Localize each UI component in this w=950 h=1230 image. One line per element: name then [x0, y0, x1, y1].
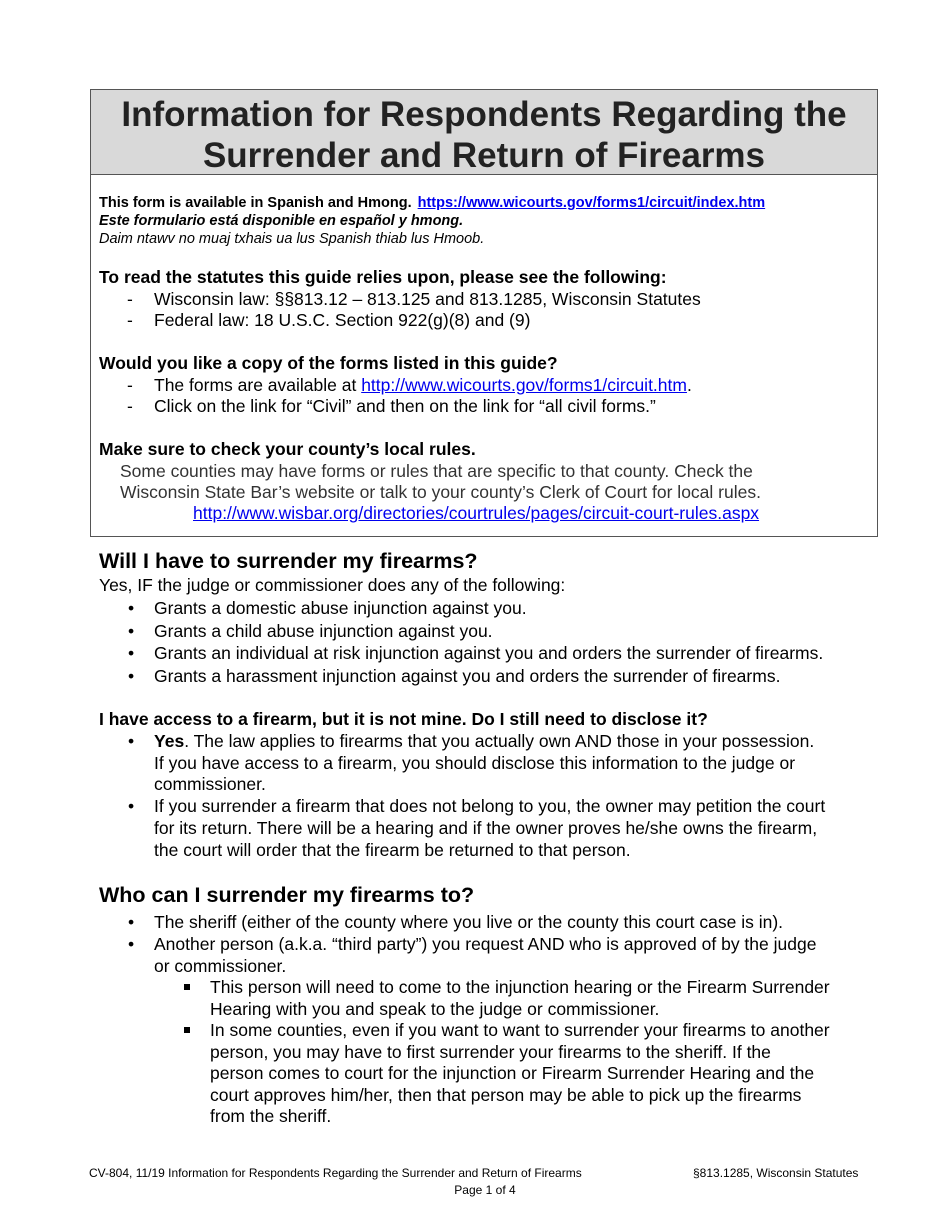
surrender-item: Grants an individual at risk injunction against you and orders the surrender of firearms.: [154, 643, 824, 663]
access-bullet-1-line-1: [154, 731, 814, 752]
local-rules-line-2: Wisconsin State Bar’s website or talk to your county’s Clerk of Court for local rules.: [120, 482, 761, 502]
who-bullet-2-line-1: Another person (a.k.a. “third party”) you request AND who is approved of by the judge: [154, 934, 817, 954]
bullet-dot: •: [128, 666, 135, 686]
who-sub-2-line-1: In some counties, even if you want to want to surrender your firearms to another: [210, 1020, 830, 1040]
circuit-forms-link[interactable]: http://www.wicourts.gov/forms1/circuit.htm: [361, 375, 687, 395]
forms-item-1-period: .: [686, 375, 692, 395]
statutes-heading: To read the statutes this guide relies upon, please see the following:: [99, 267, 667, 287]
access-bullet-1-line-2: If you have access to a firearm, you should disclose this information to the judge or: [154, 753, 796, 773]
access-bullet-2-line-1: If you surrender a firearm that does not belong to you, the owner may petition the court: [154, 796, 826, 816]
access-heading: I have access to a firearm, but it is not mine. Do I still need to disclose it?: [99, 709, 708, 729]
forms-item-1: [154, 375, 692, 396]
local-rules-heading: Make sure to check your county’s local rules.: [99, 439, 476, 459]
who-sub-2-line-2: person, you may have to first surrender your firearms to the sheriff. If the: [210, 1042, 771, 1062]
forms-item-1-text: The forms are available at: [154, 375, 362, 395]
bullet-dot: •: [128, 934, 135, 954]
title-line-2: Surrender and Return of Firearms: [202, 136, 766, 175]
who-bullet-2-line-2: or commissioner.: [154, 956, 287, 976]
forms-index-link[interactable]: https://www.wicourts.gov/forms1/circuit/index.htm: [417, 195, 766, 211]
who-sub-2-line-3: person comes to court for the injunction or Firearm Surrender Hearing and the: [210, 1063, 815, 1083]
who-sub-2-line-5: from the sheriff.: [210, 1106, 332, 1126]
who-sub-1-line-2: Hearing with you and speak to the judge or commissioner.: [210, 999, 660, 1019]
hmong-note: Daim ntawv no muaj txhais ua lus Spanish thiab lus Hmoob.: [99, 231, 485, 247]
dash-marker: -: [127, 289, 133, 309]
who-sub-1-line-1: This person will need to come to the injunction hearing or the Firearm Surrender: [210, 977, 830, 997]
bullet-dot: •: [128, 643, 135, 663]
who-heading: Who can I surrender my firearms to?: [99, 883, 475, 907]
access-bullet-2-line-2: for its return. There will be a hearing and if the owner proves he/she owns the firearm,: [154, 818, 818, 838]
dash-marker: -: [127, 310, 133, 330]
who-sub-2-line-4: court approves him/her, then that person may be able to pick up the firearms: [210, 1085, 802, 1105]
forms-item-2: Click on the link for “Civil” and then on the link for “all civil forms.”: [154, 396, 656, 416]
wisbar-rules-link[interactable]: http://www.wisbar.org/directories/courtrules/pages/circuit-court-rules.aspx: [193, 503, 760, 523]
availability-line: [99, 195, 765, 211]
bullet-dot: •: [128, 621, 135, 641]
spanish-note: Este formulario está disponible en español y hmong.: [99, 213, 464, 229]
dash-marker: -: [127, 375, 133, 395]
surrender-item: Grants a harassment injunction against you and orders the surrender of firearms.: [154, 666, 781, 686]
statute-item: Federal law: 18 U.S.C. Section 922(g)(8) and (9): [154, 310, 531, 330]
surrender-heading: Will I have to surrender my firearms?: [99, 549, 478, 573]
footer-statute: §813.1285, Wisconsin Statutes: [693, 1166, 859, 1180]
access-bullet-1-line-3: commissioner.: [154, 774, 266, 794]
square-bullet: [184, 1027, 190, 1033]
page-title: [90, 89, 878, 175]
bullet-dot: •: [128, 912, 135, 932]
local-rules-line-1: Some counties may have forms or rules that are specific to that county. Check the: [120, 461, 753, 481]
footer-page-number: Page 1 of 4: [454, 1183, 516, 1197]
bullet-dot: •: [128, 598, 135, 618]
availability-text: This form is available in Spanish and Hmong.: [99, 195, 412, 211]
access-bullet-1-text: . The law applies to firearms that you actually own AND those in your possession.: [184, 731, 815, 751]
statute-item: Wisconsin law: §§813.12 – 813.125 and 813.1285, Wisconsin Statutes: [154, 289, 701, 309]
surrender-intro: Yes, IF the judge or commissioner does any of the following:: [99, 575, 566, 595]
surrender-item: Grants a domestic abuse injunction against you.: [154, 598, 527, 618]
access-bullet-2-line-3: the court will order that the firearm be returned to that person.: [154, 840, 631, 860]
dash-marker: -: [127, 396, 133, 416]
surrender-item: Grants a child abuse injunction against you.: [154, 621, 493, 641]
who-bullet-1: The sheriff (either of the county where you live or the county this court case is in).: [154, 912, 784, 932]
square-bullet: [184, 984, 190, 990]
access-yes: Yes: [154, 731, 185, 751]
footer-form-id: CV-804, 11/19 Information for Respondents Regarding the Surrender and Return of Firearms: [89, 1166, 582, 1180]
forms-heading: Would you like a copy of the forms listed in this guide?: [99, 353, 558, 373]
bullet-dot: •: [128, 796, 135, 816]
bullet-dot: •: [128, 731, 135, 751]
title-line-1: Information for Respondents Regarding the: [121, 95, 847, 134]
